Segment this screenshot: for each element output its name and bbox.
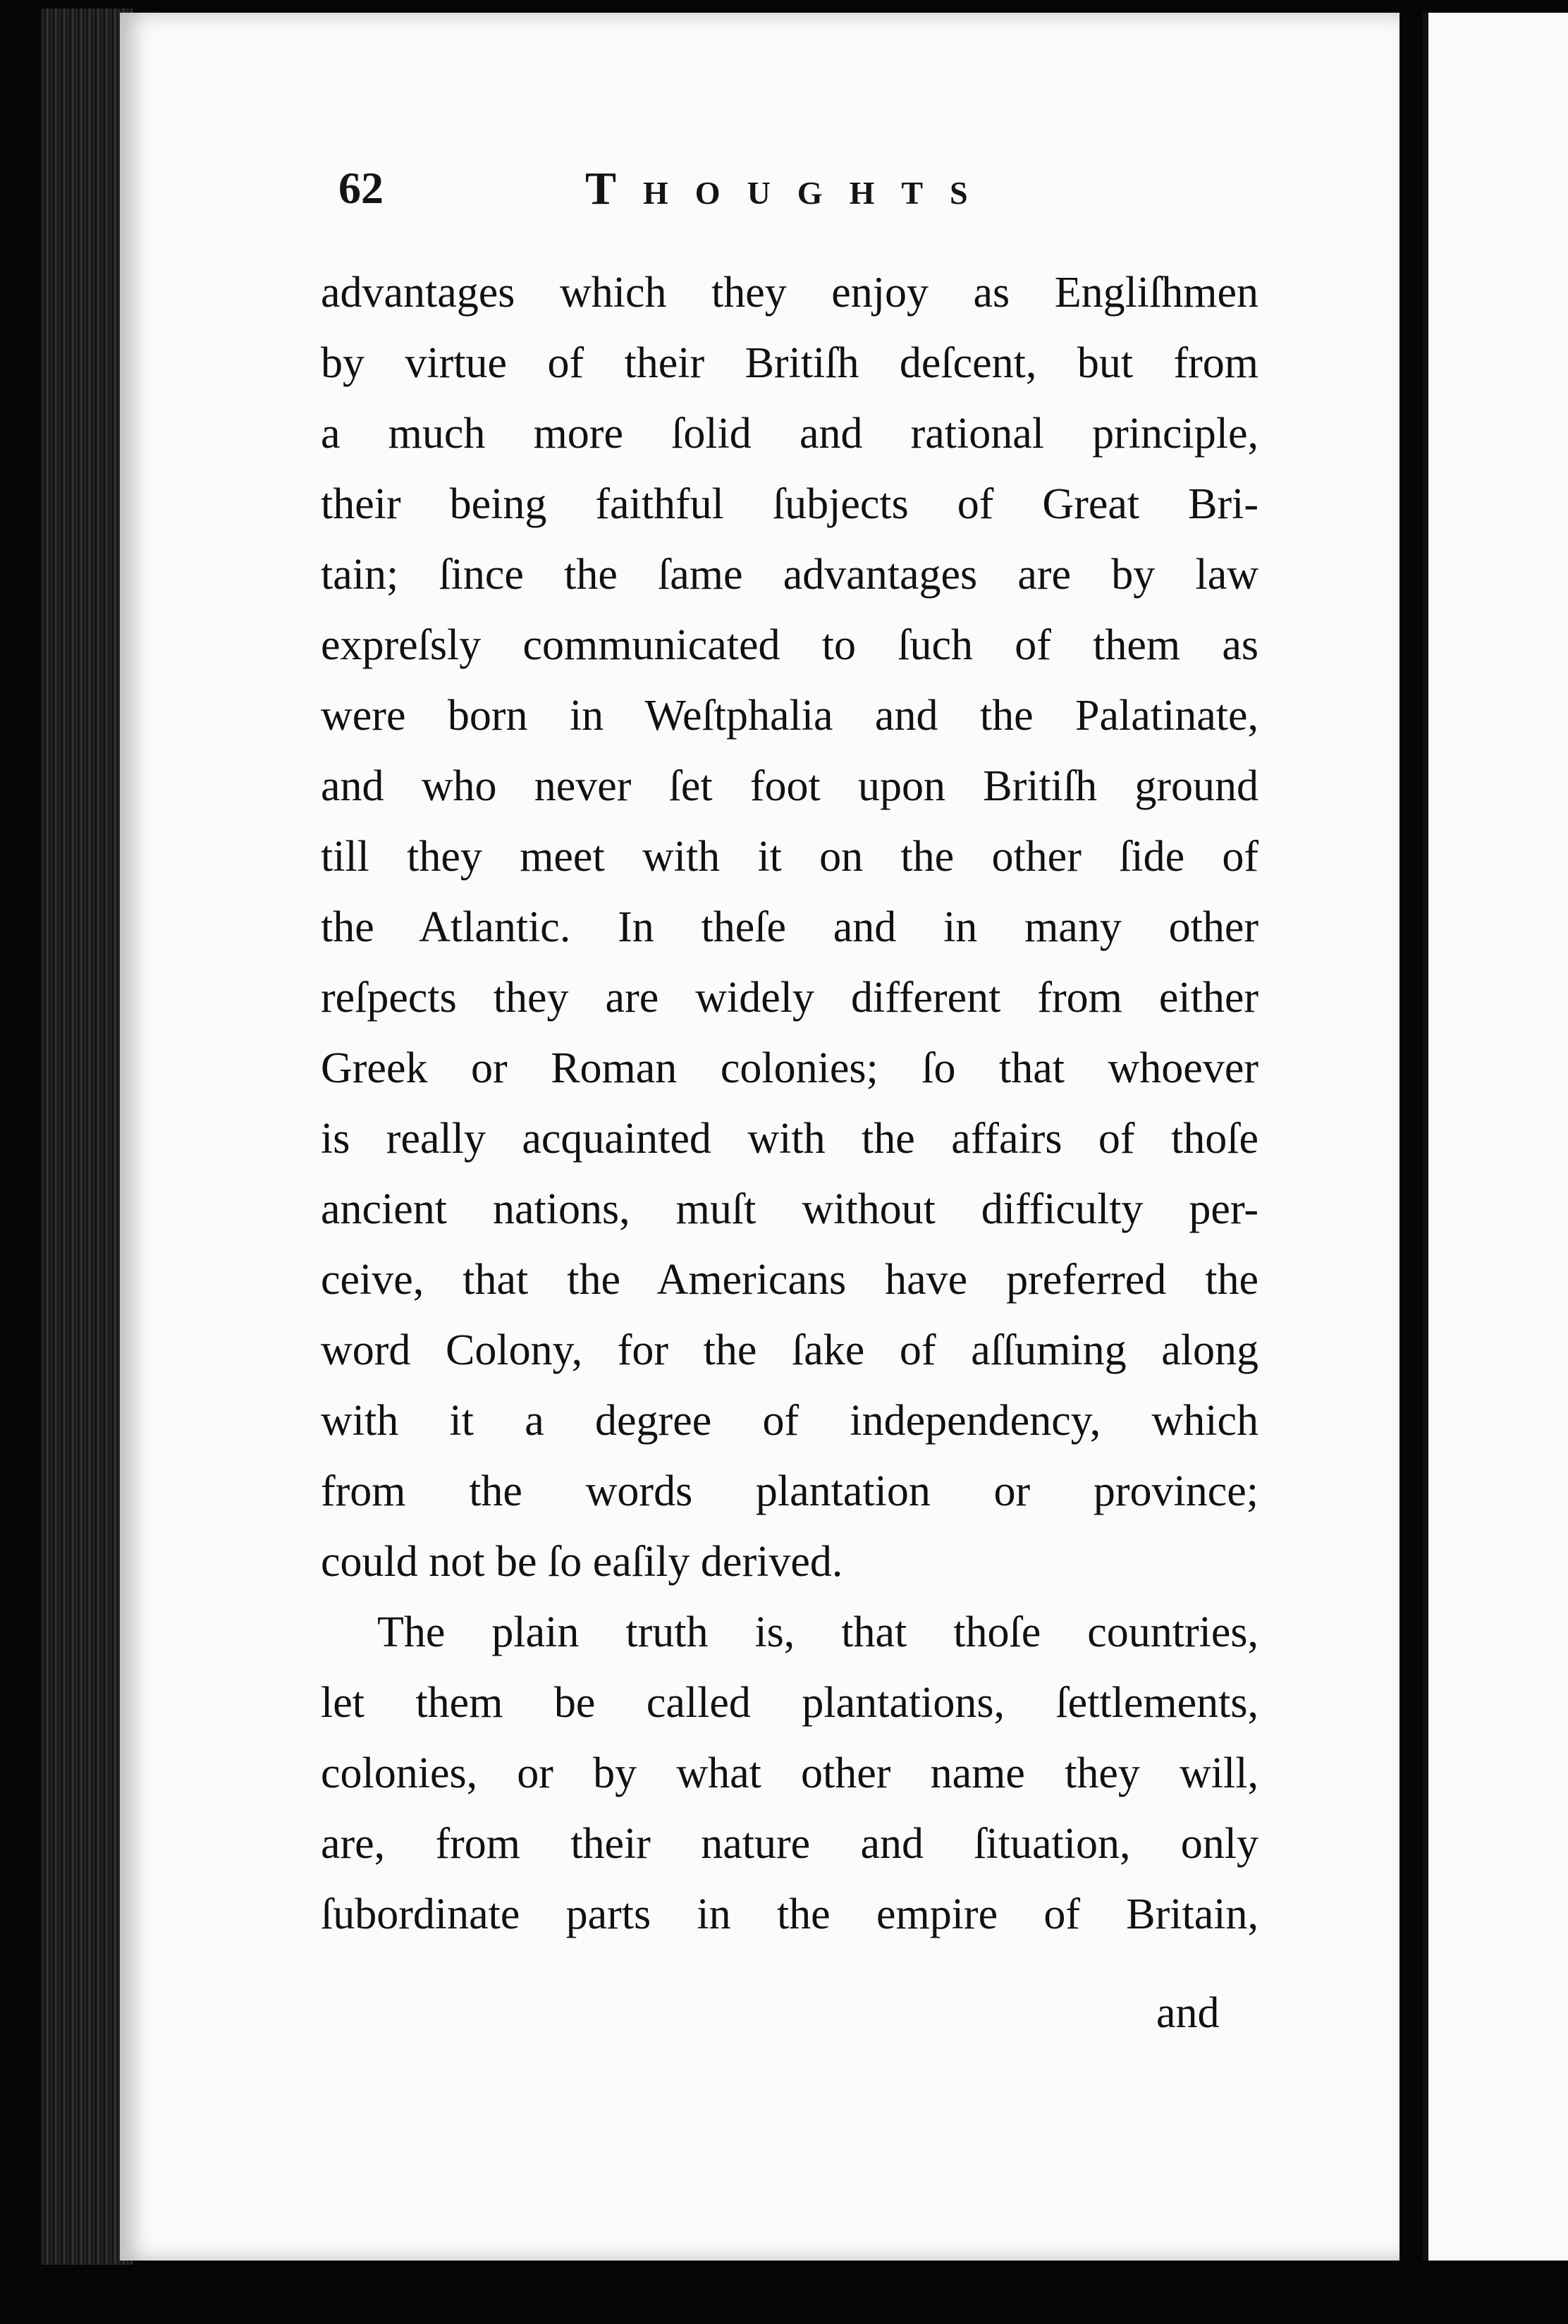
text-line: their being faithful ſubjects of Great Bri- <box>321 480 1258 528</box>
text-line: ancient nations, muſt without difficulty per- <box>321 1185 1258 1233</box>
text-line: the Atlantic. In theſe and in many other <box>321 903 1258 951</box>
text-line: till they meet with it on the other ſide of <box>321 833 1258 881</box>
text-line: are, from their nature and ſituation, only <box>321 1820 1258 1868</box>
right-page-edge <box>1423 13 1568 2261</box>
text-line: reſpects they are widely different from either <box>321 974 1258 1022</box>
text-line: Greek or Roman colonies; ſo that whoever <box>321 1044 1258 1092</box>
text-line: tain; ſince the ſame advantages are by law <box>321 551 1258 599</box>
running-title: Thoughts <box>585 163 995 214</box>
catchword: and <box>1156 1989 1220 2037</box>
text-line: let them be called plantations, ſettlements, <box>321 1679 1258 1727</box>
text-line: could not be ſo eaſily derived. <box>321 1538 843 1586</box>
book-edge <box>41 8 133 2265</box>
text-line: expreſsly communicated to ſuch of them as <box>321 621 1258 669</box>
text-line: by virtue of their Britiſh deſcent, but from <box>321 339 1258 387</box>
text-line: ſubordinate parts in the empire of Britain, <box>321 1890 1258 1938</box>
text-line: with it a degree of independency, which <box>321 1397 1258 1445</box>
running-head <box>338 162 1255 226</box>
text-line: advantages which they enjoy as Engliſhmen <box>321 269 1258 317</box>
text-line: colonies, or by what other name they will, <box>321 1749 1258 1797</box>
text-line: The plain truth is, that thoſe countries, <box>377 1608 1258 1656</box>
text-line: and who never ſet foot upon Britiſh ground <box>321 762 1258 810</box>
text-line: a much more ſolid and rational principle, <box>321 410 1258 458</box>
body-text <box>321 257 1258 1950</box>
text-line: ceive, that the Americans have preferred the <box>321 1256 1258 1304</box>
text-line: were born in Weſtphalia and the Palatinate, <box>321 692 1258 740</box>
text-line: word Colony, for the ſake of aſſuming along <box>321 1326 1258 1374</box>
text-line: is really acquainted with the affairs of thoſe <box>321 1115 1258 1163</box>
page-number: 62 <box>338 163 384 213</box>
text-line: from the words plantation or province; <box>321 1467 1258 1515</box>
